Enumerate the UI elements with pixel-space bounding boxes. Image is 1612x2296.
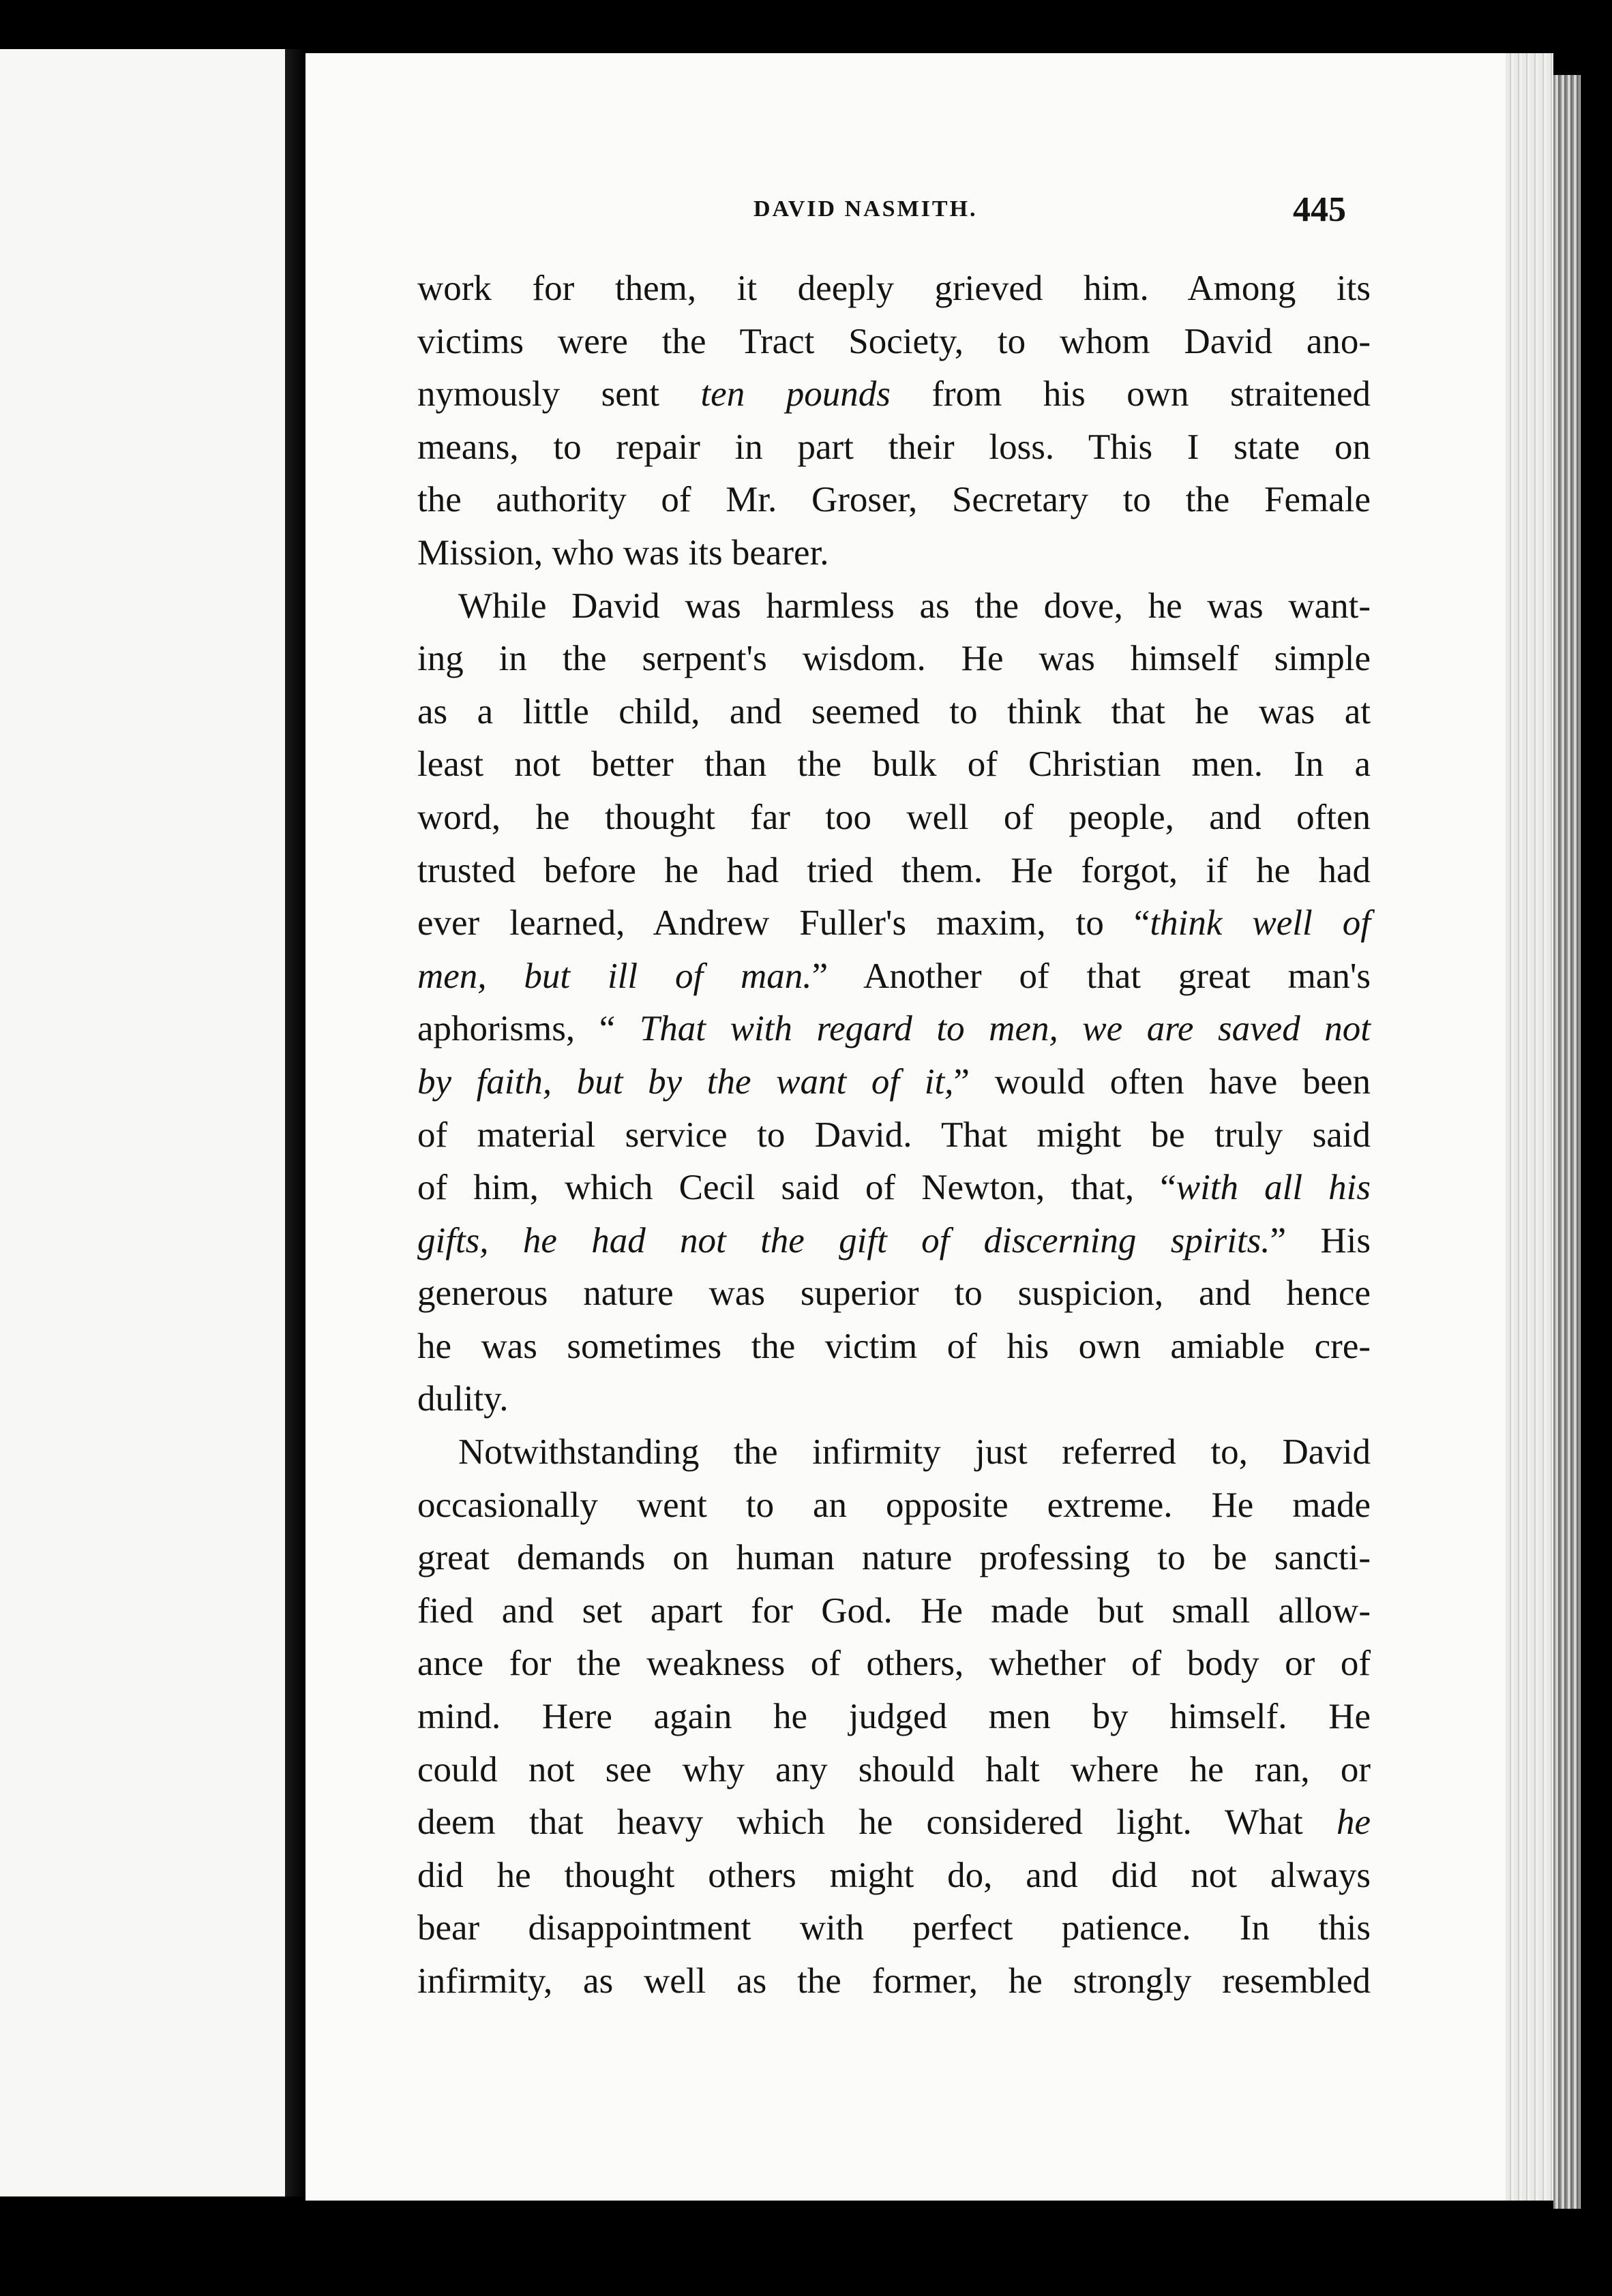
- text-line: of material service to David. That might be truly said: [417, 1115, 1371, 1155]
- text-line: ing in the serpent's wisdom. He was himself simple: [417, 639, 1371, 679]
- left-page-line: [273, 320, 285, 374]
- left-page-line: [273, 1484, 285, 1537]
- text-line: the authority of Mr. Groser, Secretary to the Female: [417, 480, 1371, 520]
- left-page-line: [273, 902, 285, 955]
- left-page-line: [273, 1114, 285, 1167]
- running-head: DAVID NASMITH.: [753, 196, 978, 222]
- page-edge-shading: [1506, 53, 1553, 2201]
- text-line: did he thought others might do, and did not always: [417, 1855, 1371, 1895]
- left-page-line: [273, 849, 285, 903]
- facing-page-left: [0, 49, 285, 2196]
- left-page-line: [273, 796, 285, 849]
- left-page-line: [273, 1801, 285, 1854]
- text-line: dulity.: [417, 1379, 509, 1419]
- left-page-line: [273, 955, 285, 1008]
- text-line: mind. Here again he judged men by himself. He: [417, 1697, 1371, 1737]
- left-page-line: [273, 532, 285, 585]
- left-page-line: [273, 1960, 285, 2013]
- text-line: gifts, he had not the gift of discerning spirits.” His: [417, 1220, 1371, 1260]
- left-page-line: [273, 637, 285, 691]
- text-line: work for them, it deeply grieved him. Among its: [417, 269, 1371, 308]
- text-line: bear disappointment with perfect patience. In this: [417, 1908, 1371, 1948]
- text-line: deem that heavy which he considered light. What he: [417, 1802, 1371, 1843]
- text-line: word, he thought far too well of people, and often: [417, 797, 1371, 837]
- text-line: of him, which Cecil said of Newton, that, “with all his: [417, 1168, 1371, 1208]
- text-line: means, to repair in part their loss. This I state on: [417, 427, 1371, 467]
- left-page-line: [273, 1590, 285, 1643]
- text-line: least not better than the bulk of Christian men. In a: [417, 744, 1371, 785]
- left-page-line: [273, 1325, 285, 1378]
- text-line: great demands on human nature professing to be sancti-: [417, 1538, 1371, 1578]
- text-line: could not see why any should halt where he ran, or: [417, 1749, 1371, 1789]
- left-page-line: [273, 743, 285, 796]
- book-fore-edge: [1553, 75, 1581, 2209]
- left-page-line: [273, 1854, 285, 1907]
- left-page-line: [273, 1378, 285, 1431]
- text-line: fied and set apart for God. He made but small allow-: [417, 1590, 1371, 1631]
- left-page-line: [273, 426, 285, 479]
- text-line: nymously sent ten pounds from his own straitened: [417, 374, 1371, 414]
- text-line: men, but ill of man.” Another of that great man's: [417, 956, 1371, 996]
- left-page-line: [273, 1220, 285, 1273]
- text-line: occasionally went to an opposite extreme. He made: [417, 1485, 1371, 1525]
- left-page-line: [273, 1008, 285, 1061]
- text-line: as a little child, and seemed to think that he was at: [417, 691, 1371, 731]
- text-line: Notwithstanding the infirmity just referred to, David: [458, 1432, 1371, 1472]
- left-page-line: [273, 1642, 285, 1695]
- left-page-line: [273, 1537, 285, 1590]
- text-line: Mission, who was its bearer.: [417, 532, 829, 573]
- left-page-line: [273, 1695, 285, 1749]
- text-line: generous nature was superior to suspicion, and hence: [417, 1273, 1371, 1314]
- left-page-line: [273, 267, 285, 320]
- left-page-line: [273, 691, 285, 744]
- text-line: victims were the Tract Society, to whom David ano-: [417, 321, 1371, 361]
- text-line: aphorisms, “ That with regard to men, we are saved not: [417, 1009, 1371, 1049]
- left-page-line: [273, 1749, 285, 1802]
- text-line: infirmity, as well as the former, he strongly resembled: [417, 1961, 1371, 2001]
- left-page-line: [273, 1166, 285, 1220]
- left-page-text: [273, 267, 285, 2013]
- book-gutter: [285, 49, 305, 2196]
- left-page-line: [273, 373, 285, 426]
- body-text: [417, 262, 1371, 2008]
- page-number: 445: [1293, 190, 1346, 229]
- text-line: While David was harmless as the dove, he was want-: [458, 586, 1371, 626]
- text-line: ance for the weakness of others, whether of body or of: [417, 1644, 1371, 1684]
- text-line: ever learned, Andrew Fuller's maxim, to “think well of: [417, 903, 1371, 943]
- left-page-line: [273, 1431, 285, 1484]
- left-page-line: [273, 1272, 285, 1325]
- left-page-line: [273, 1907, 285, 1960]
- left-page-line: [273, 1061, 285, 1114]
- text-line: he was sometimes the victim of his own amiable cre-: [417, 1326, 1371, 1366]
- text-line: by faith, but by the want of it,” would often have been: [417, 1061, 1371, 1102]
- text-line: trusted before he had tried them. He forgot, if he had: [417, 850, 1371, 890]
- left-page-line: [273, 479, 285, 532]
- left-page-line: [273, 585, 285, 638]
